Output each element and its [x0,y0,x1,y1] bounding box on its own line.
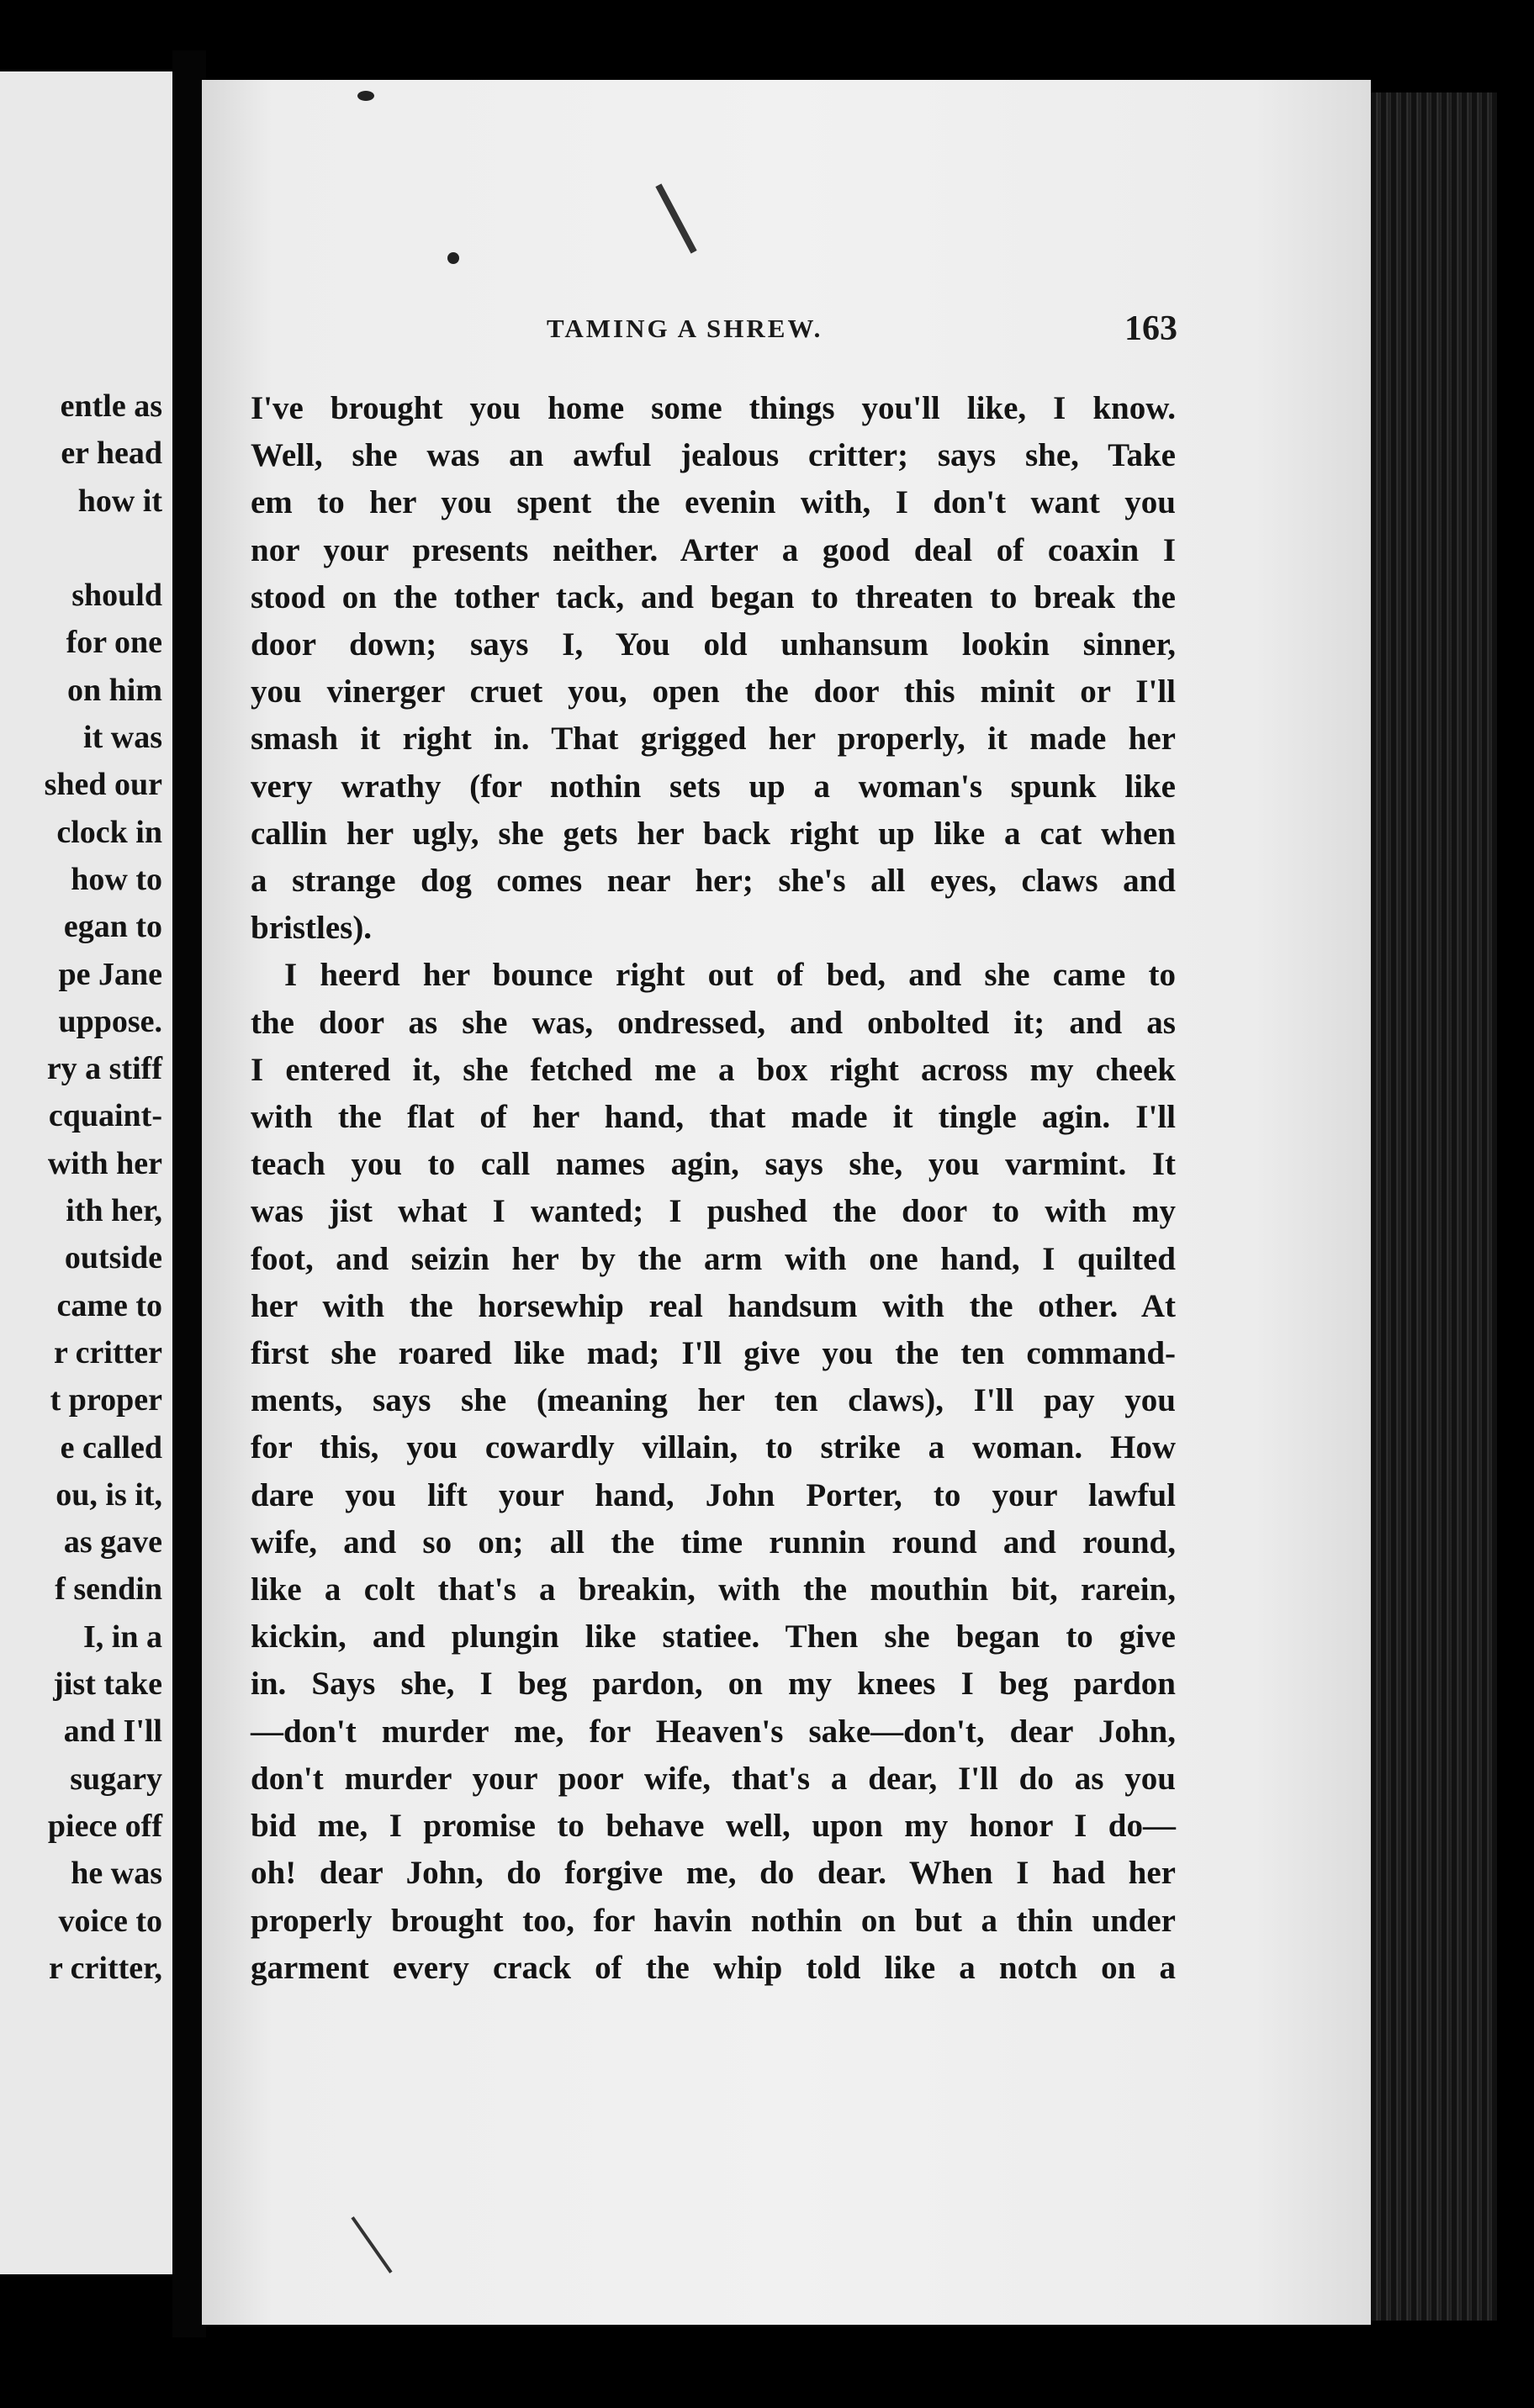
paragraph [251,952,1176,1991]
left-page-line: clock in [56,814,162,850]
paragraph [251,385,1176,952]
left-page-line: pe Jane [58,956,162,992]
page-number: 163 [1124,309,1177,348]
text-line: ments, says she (meaning her ten claws), I'll pay you [251,1382,1176,1419]
left-page-line: r critter [53,1334,162,1370]
left-page-line: and I'll [63,1714,162,1750]
left-page-line: came to [56,1287,162,1323]
left-page-line: he was [71,1856,162,1892]
left-page-line: piece off [47,1808,162,1844]
text-line: oh! dear John, do forgive me, do dear. When I had her [251,1855,1176,1892]
body-text [251,385,1176,1992]
text-line: don't murder your poor wife, that's a dear, I'll do as you [251,1760,1176,1797]
text-line: teach you to call names agin, says she, you varmint. It [251,1146,1176,1183]
left-page-line: with her [47,1145,162,1181]
left-page-line: it was [83,720,162,756]
text-line: bid me, I promise to behave well, upon my honor I do— [251,1808,1176,1845]
text-line: the door as she was, ondressed, and onbolted it; and as [251,1004,1176,1041]
text-line: I entered it, she fetched me a box right across my cheek [251,1051,1176,1088]
ink-speck [447,252,459,264]
text-line: bristles). [251,910,373,947]
left-page-line: uppose. [58,1003,162,1039]
left-page-line [45,525,162,572]
left-page-line: should [71,578,162,614]
left-page-line: cquaint- [48,1098,162,1134]
text-line: first she roared like mad; I'll give you the ten command- [251,1335,1176,1372]
text-line: her with the horsewhip real handsum with the other. At [251,1287,1176,1324]
ink-speck [357,91,374,101]
text-line: like a colt that's a breakin, with the mouthin bit, rarein, [251,1571,1176,1608]
left-page-line: entle as [60,388,162,424]
text-line: door down; says I, You old unhansum lookin sinner, [251,626,1176,663]
text-line: I heerd her bounce right out of bed, and she came to [284,957,1176,994]
text-line: foot, and seizin her by the arm with one hand, I quilted [251,1240,1176,1277]
left-page-text [45,383,162,1992]
left-page-line: for one [66,625,162,661]
text-line: kickin, and plungin like statiee. Then she began to give [251,1619,1176,1656]
left-page-line: jist take [53,1666,162,1703]
left-page-line: f sendin [55,1571,162,1608]
left-page-line: ou, is it, [56,1476,162,1513]
text-line: Well, she was an awful jealous critter; says she, Take [251,437,1176,474]
text-line: very wrathy (for nothin sets up a woman's spunk like [251,768,1176,805]
text-line: with the flat of her hand, that made it tingle agin. I'll [251,1099,1176,1136]
left-page-line: ith her, [66,1193,162,1229]
left-page-line: ry a stiff [46,1051,162,1087]
text-line: garment every crack of the whip told like a notch on a [251,1949,1176,1986]
text-line: you vinerger cruet you, open the door this minit or I'll [251,673,1176,710]
left-facing-page [0,71,172,2274]
left-page-line: I, in a [83,1619,162,1655]
text-line: dare you lift your hand, John Porter, to your lawful [251,1476,1176,1513]
text-line: wife, and so on; all the time runnin round and round, [251,1523,1176,1560]
left-page-line: r critter, [48,1950,162,1986]
text-line: for this, you cowardly villain, to strike a woman. How [251,1429,1176,1466]
text-line: stood on the tother tack, and began to threaten to break the [251,578,1176,615]
text-line: I've brought you home some things you'll like, I know. [251,390,1176,426]
text-line: nor your presents neither. Arter a good deal of coaxin I [251,531,1176,568]
text-line: in. Says she, I beg pardon, on my knees I beg pardon [251,1666,1176,1703]
left-page-line: sugary [70,1761,162,1797]
left-page-line: on him [67,672,162,708]
left-page-line: how to [71,861,162,897]
left-page-line: er head [61,436,162,472]
page-header [345,309,1177,356]
left-page-line: how it [77,483,162,519]
left-page-line: e called [60,1429,162,1465]
text-line: callin her ugly, she gets her back right up like a cat when [251,815,1176,852]
left-page-line: as gave [63,1524,162,1560]
left-page-line: shed our [44,767,162,803]
text-line: properly brought too, for havin nothin on but a thin under [251,1902,1176,1939]
left-page-line: t proper [50,1382,162,1418]
page-edges [1371,92,1497,2321]
left-page-line: outside [64,1240,162,1276]
left-page-line: voice to [58,1903,162,1939]
text-line: smash it right in. That grigged her properly, it made her [251,721,1176,758]
text-line: em to her you spent the evenin with, I don't want you [251,484,1176,521]
text-line: was jist what I wanted; I pushed the door to with my [251,1193,1176,1230]
text-line: a strange dog comes near her; she's all eyes, claws and [251,863,1176,900]
left-page-line: egan to [63,909,162,945]
text-line: —don't murder me, for Heaven's sake—don't, dear John, [251,1713,1176,1750]
book-gutter [172,50,206,2337]
running-head: TAMING A SHREW. [547,314,823,343]
